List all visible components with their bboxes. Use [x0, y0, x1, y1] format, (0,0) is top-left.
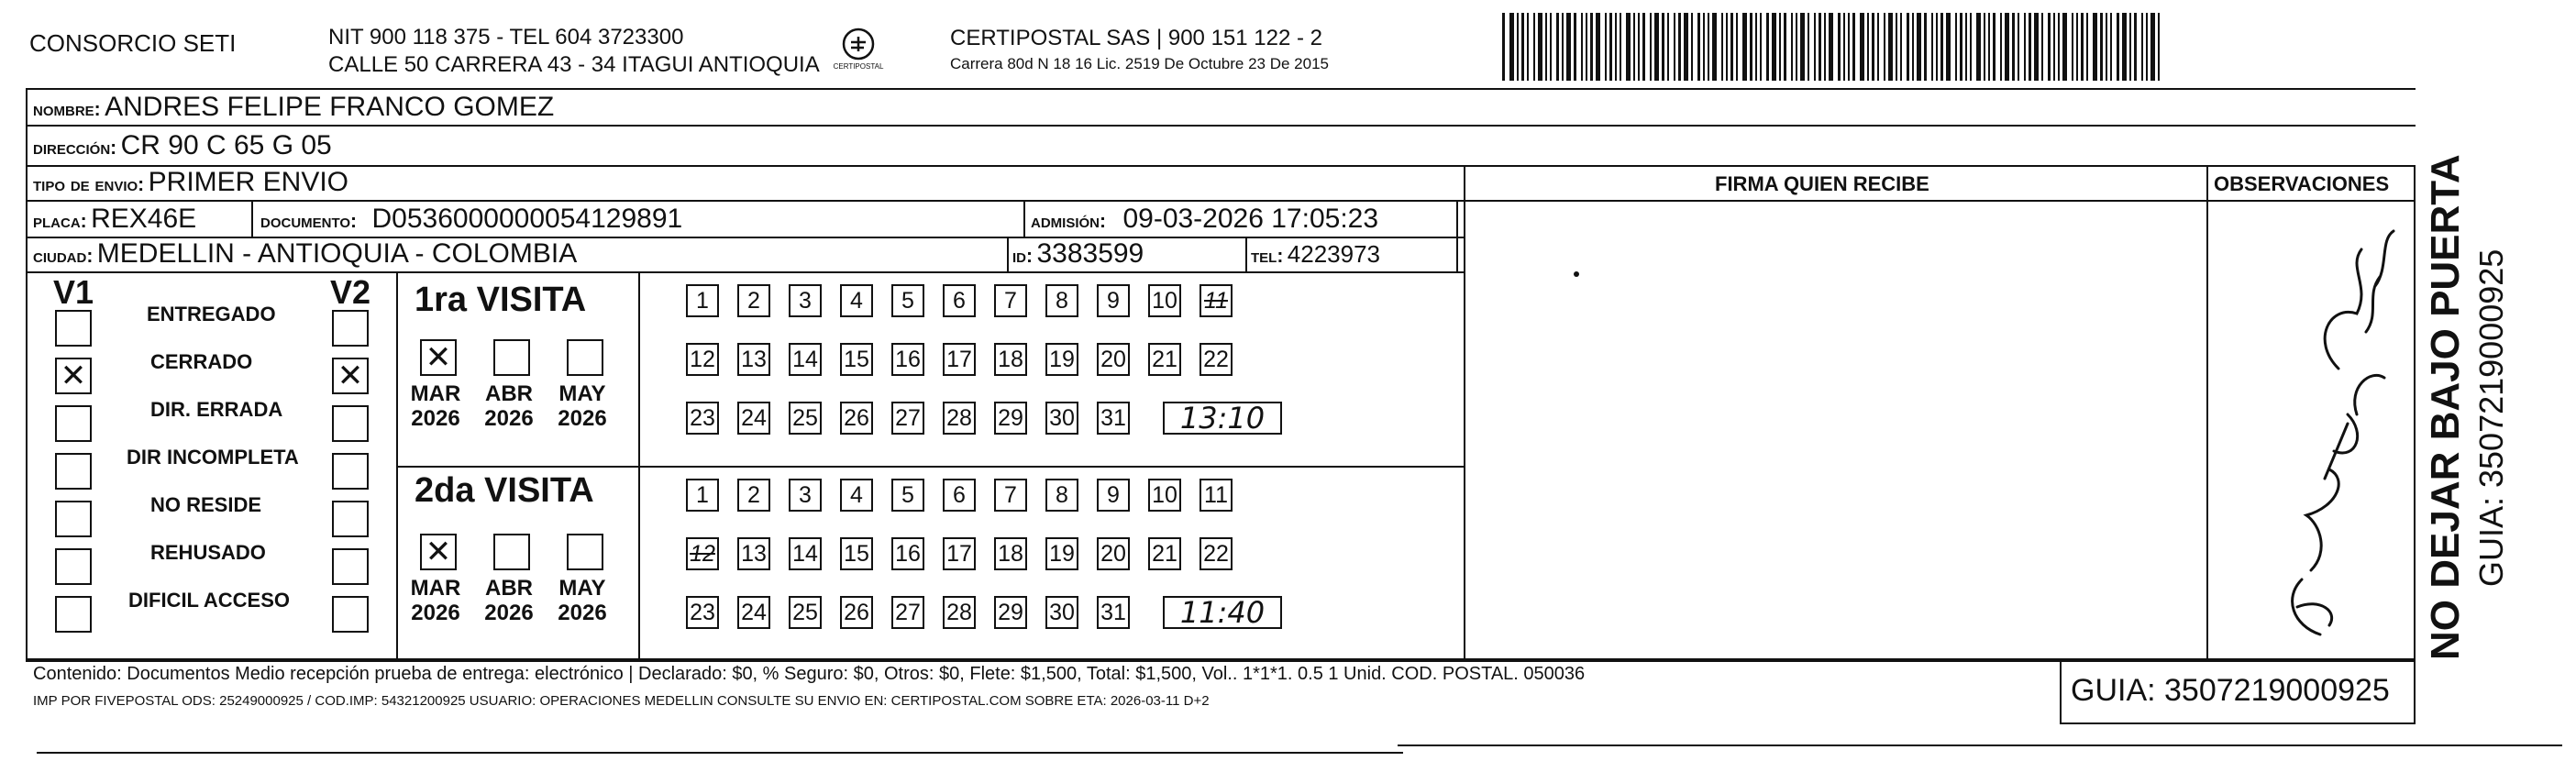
day-box[interactable]: 12 — [686, 343, 719, 376]
barcode-bar — [2134, 13, 2137, 81]
footer-guia: GUIA: 3507219000925 — [2071, 673, 2390, 708]
documento-label: documento: — [260, 211, 358, 232]
barcode-bar — [1502, 13, 1505, 81]
barcode-bar — [1654, 13, 1659, 81]
month-label — [550, 381, 614, 431]
tipo-envio-label: tipo de envio: — [33, 174, 145, 195]
address-line: CALLE 50 CARRERA 43 - 34 ITAGUI ANTIOQUIA — [328, 52, 820, 77]
barcode-bar — [2029, 13, 2031, 81]
v1-checkbox[interactable] — [55, 405, 92, 442]
month-checkbox[interactable] — [493, 339, 530, 376]
admision-row — [1031, 204, 1378, 235]
admision-value: 09-03-2026 17:05:23 — [1122, 204, 1379, 234]
barcode-bar — [1736, 13, 1738, 81]
month-label — [550, 576, 614, 625]
day-box[interactable]: 11 — [1200, 284, 1233, 317]
barcode-bar — [1924, 13, 1927, 81]
day-box[interactable]: 28 — [943, 596, 976, 629]
day-box[interactable]: 14 — [789, 343, 822, 376]
barcode-bar — [1838, 13, 1841, 81]
reason-label: DIR INCOMPLETA — [127, 446, 299, 469]
day-box[interactable]: 21 — [1148, 537, 1181, 570]
v1-checkbox[interactable] — [55, 596, 92, 633]
ciudad-value: MEDELLIN - ANTIOQUIA - COLOMBIA — [96, 238, 578, 269]
tel-label: tel: — [1251, 246, 1284, 267]
barcode-bar — [1574, 13, 1576, 81]
month-label — [477, 381, 541, 431]
barcode-bar — [1984, 13, 1985, 81]
page-edge-right — [1398, 744, 2562, 746]
firma-header: FIRMA QUIEN RECIBE — [1715, 172, 1929, 195]
contenido-line: Contenido: Documentos Medio recepción prueba de entrega: electrónico | Declarado: $0, % Seguro: $0, Otros: $0, Flete: $1,500, Total: $1,500, Vol.. 1*1*1. 0.5 1 Unid. COD. POSTAL. 050036 — [33, 664, 1586, 684]
month-year: 2026 — [484, 601, 534, 625]
day-box[interactable]: 4 — [840, 479, 873, 512]
day-box[interactable]: 19 — [1045, 537, 1078, 570]
nombre-label: nombre: — [33, 99, 101, 120]
barcode-bar — [1721, 13, 1723, 81]
admision-label: admisión: — [1031, 211, 1106, 232]
month-checkbox[interactable] — [493, 534, 530, 570]
day-box[interactable]: 5 — [891, 284, 924, 317]
barcode-bar — [1708, 13, 1709, 81]
imp-line: IMP POR FIVEPOSTAL ODS: 25249000925 / COD.IMP: 54321200925 USUARIO: OPERACIONES MEDELLIN CONSULTE SU ENVIO EN: CERTIPOSTAL.COM SOBRE ETA: 2026-03-11 D+2 — [33, 693, 1210, 709]
barcode-bar — [1620, 13, 1621, 81]
barcode-bar — [1814, 13, 1816, 81]
reasons-divider — [396, 271, 398, 658]
placa-row — [33, 204, 196, 235]
direccion-row — [33, 130, 332, 161]
day-box[interactable]: 16 — [891, 343, 924, 376]
barcode-bar — [1900, 13, 1902, 81]
barcode-bar — [1586, 13, 1587, 81]
side-guia-text: GUIA: 3507219000925 — [2472, 248, 2510, 587]
barcode-bar — [1955, 13, 1957, 81]
time-box[interactable]: 13:10 — [1163, 402, 1282, 435]
barcode-bar — [1843, 13, 1845, 81]
barcode-bar — [1779, 13, 1781, 81]
month-year: 2026 — [558, 601, 607, 625]
barcode-bar — [1946, 13, 1951, 81]
barcode-bar — [1931, 13, 1933, 81]
month-name: ABR — [485, 381, 533, 406]
documento-value: D0536000000054129891 — [371, 204, 683, 234]
v1-checkbox[interactable]: ✕ — [55, 358, 92, 394]
barcode-bar — [1712, 13, 1717, 81]
month-checkbox[interactable]: ✕ — [420, 534, 457, 570]
placa-label: placa: — [33, 211, 87, 232]
barcode-bar — [1609, 13, 1612, 81]
barcode-bar — [1545, 13, 1547, 81]
day-box[interactable]: 31 — [1097, 596, 1130, 629]
day-box[interactable]: 19 — [1045, 343, 1078, 376]
barcode-bar — [1772, 13, 1776, 81]
barcode-bar — [1684, 13, 1688, 81]
day-box[interactable]: 22 — [1200, 537, 1233, 570]
day-box[interactable]: 15 — [840, 343, 873, 376]
ciudad-row — [33, 238, 577, 270]
barcode-bar — [1691, 13, 1693, 81]
barcode-bar — [2146, 13, 2148, 81]
barcode-bar — [2081, 13, 2084, 81]
day-box[interactable]: 17 — [943, 343, 976, 376]
barcode-bar — [2041, 13, 2043, 81]
barcode-bar — [1960, 13, 1962, 81]
barcode-bar — [1988, 13, 1990, 81]
v1-checkbox[interactable] — [55, 310, 92, 347]
month-checkbox[interactable]: ✕ — [420, 339, 457, 376]
day-box[interactable]: 28 — [943, 402, 976, 435]
nombre-row — [33, 92, 554, 123]
day-box[interactable]: 24 — [737, 402, 770, 435]
barcode-bar — [1912, 13, 1914, 81]
barcode-bar — [2072, 13, 2073, 81]
day-box[interactable]: 26 — [840, 596, 873, 629]
tel-value: 4223973 — [1287, 240, 1381, 268]
month-name: MAR — [410, 381, 461, 406]
guia-box-bottom — [2060, 722, 2416, 724]
barcode-bar — [1760, 13, 1762, 81]
barcode-bar — [2000, 13, 2002, 81]
day-box[interactable]: 13 — [737, 343, 770, 376]
barcode-bar — [1976, 13, 1981, 81]
barcode-bar — [1678, 13, 1681, 81]
barcode-bar — [1674, 13, 1675, 81]
tipo-envio-value: PRIMER ENVIO — [148, 167, 349, 197]
day-box[interactable]: 27 — [891, 596, 924, 629]
day-box[interactable]: 18 — [994, 343, 1027, 376]
month-year: 2026 — [484, 406, 534, 431]
day-box[interactable]: 9 — [1097, 479, 1130, 512]
barcode-bar — [1852, 13, 1855, 81]
barcode-bar — [1867, 13, 1869, 81]
month-name: MAY — [558, 576, 606, 601]
direccion-label: dirección: — [33, 138, 117, 159]
nit-line: NIT 900 118 375 - TEL 604 3723300 — [328, 25, 684, 50]
barcode-bar — [1566, 13, 1571, 81]
guia-box-right — [2414, 660, 2416, 724]
row-line-2 — [26, 165, 2416, 167]
day-box[interactable]: 8 — [1045, 284, 1078, 317]
observaciones-signature-icon — [2210, 204, 2412, 653]
barcode-bar — [1784, 13, 1786, 81]
frame-top — [26, 88, 2416, 90]
v1-checkbox[interactable] — [55, 453, 92, 490]
barcode-bar — [1509, 13, 1514, 81]
day-box[interactable]: 1 — [686, 284, 719, 317]
no-dejar-text: NO DEJAR BAJO PUERTA — [2423, 154, 2468, 660]
barcode-bar — [2058, 13, 2060, 81]
reason-label: ENTREGADO — [147, 303, 276, 325]
day-box[interactable]: 15 — [840, 537, 873, 570]
barcode-bar — [1819, 13, 1821, 81]
barcode-bar — [1888, 13, 1893, 81]
day-box[interactable]: 20 — [1097, 537, 1130, 570]
day-box[interactable]: 4 — [840, 284, 873, 317]
frame-left — [26, 88, 28, 662]
placa-value: REX46E — [91, 204, 197, 234]
barcode-bar — [2122, 13, 2127, 81]
month-year: 2026 — [558, 406, 607, 431]
day-box[interactable]: 3 — [789, 479, 822, 512]
month-checkbox[interactable] — [567, 339, 603, 376]
barcode-bar — [1742, 13, 1747, 81]
id-row — [1012, 238, 1144, 270]
day-box[interactable]: 24 — [737, 596, 770, 629]
barcode-bar — [1750, 13, 1752, 81]
barcode-bar — [1896, 13, 1897, 81]
barcode-bar — [2129, 13, 2131, 81]
barcode-bar — [2012, 13, 2015, 81]
v1-checkbox[interactable] — [55, 501, 92, 537]
barcode-bar — [2048, 13, 2051, 81]
reason-label: DIR. ERRADA — [150, 398, 283, 421]
certipostal-block — [950, 26, 1329, 73]
documento-row — [260, 204, 682, 235]
day-box[interactable]: 2 — [737, 479, 770, 512]
barcode-bar — [1590, 13, 1593, 81]
barcode-bar — [1605, 13, 1607, 81]
barcode-bar — [1527, 13, 1529, 81]
barcode-bar — [1791, 13, 1793, 81]
barcode-bar — [1642, 13, 1645, 81]
barcode-bar — [1965, 13, 1967, 81]
month-name: ABR — [485, 576, 533, 601]
day-box[interactable]: 23 — [686, 596, 719, 629]
barcode-bar — [1872, 13, 1874, 81]
barcode-bar — [2076, 13, 2078, 81]
barcode-bar — [1662, 13, 1664, 81]
barcode-bar — [1824, 13, 1826, 81]
barcode-bar — [2005, 13, 2009, 81]
visit-divider — [396, 466, 1464, 468]
day-box[interactable]: 14 — [789, 537, 822, 570]
barcode-bar — [2106, 13, 2107, 81]
barcode-bar — [1796, 13, 1797, 81]
barcode-bar — [2086, 13, 2088, 81]
v2-label: V2 — [330, 273, 371, 311]
certipostal-name: CERTIPOSTAL SAS | 900 151 122 - 2 — [950, 26, 1322, 50]
day-box[interactable]: 25 — [789, 596, 822, 629]
admision-divider — [1023, 200, 1025, 237]
reason-label: CERRADO — [150, 350, 253, 373]
page-edge-left — [37, 752, 1403, 754]
barcode-bar — [1877, 13, 1879, 81]
barcode-bar — [1596, 13, 1600, 81]
day-box[interactable]: 7 — [994, 479, 1027, 512]
barcode-bar — [2150, 13, 2155, 81]
barcode-bar — [1755, 13, 1757, 81]
row-line-1 — [26, 125, 2416, 127]
day-box[interactable]: 2 — [737, 284, 770, 317]
day-box[interactable]: 12 — [686, 537, 719, 570]
day-box[interactable]: 9 — [1097, 284, 1130, 317]
barcode-bar — [1940, 13, 1943, 81]
month-year: 2026 — [411, 601, 460, 625]
v2-checkbox[interactable] — [332, 548, 369, 585]
barcode-bar — [2018, 13, 2019, 81]
barcode-bar — [2158, 13, 2160, 81]
tel-row — [1251, 240, 1380, 269]
placa-divider — [251, 200, 253, 237]
days-divider — [638, 271, 640, 658]
row-line-5 — [26, 271, 1464, 273]
day-box[interactable]: 13 — [737, 537, 770, 570]
barcode-bar — [1860, 13, 1864, 81]
reason-label: DIFICIL ACCESO — [128, 589, 291, 612]
barcode-bar — [2024, 13, 2026, 81]
direccion-value: CR 90 C 65 G 05 — [120, 130, 332, 160]
barcode-bar — [1993, 13, 1996, 81]
barcode-bar — [1800, 13, 1805, 81]
day-box[interactable]: 18 — [994, 537, 1027, 570]
month-checkbox[interactable] — [567, 534, 603, 570]
day-box[interactable]: 29 — [994, 402, 1027, 435]
v1-checkbox[interactable] — [55, 548, 92, 585]
barcode-bar — [1556, 13, 1559, 81]
day-box[interactable]: 27 — [891, 402, 924, 435]
guia-divider — [2062, 658, 2063, 660]
nombre-value: ANDRES FELIPE FRANCO GOMEZ — [105, 92, 555, 122]
day-box[interactable]: 30 — [1045, 596, 1078, 629]
barcode-bar — [1517, 13, 1519, 81]
day-box[interactable]: 23 — [686, 402, 719, 435]
barcode-bar — [1633, 13, 1635, 81]
barcode-bar — [1697, 13, 1700, 81]
barcode-bar — [1615, 13, 1617, 81]
barcode-bar — [1726, 13, 1728, 81]
signature-dot — [1574, 271, 1579, 277]
barcode-bar — [2110, 13, 2112, 81]
id-divider — [1007, 237, 1009, 271]
month-year: 2026 — [411, 406, 460, 431]
company-name: CONSORCIO SETI — [29, 29, 237, 57]
barcode-bar — [1650, 13, 1652, 81]
v1-label: V1 — [53, 273, 94, 311]
admision-right-divider — [1456, 200, 1458, 273]
barcode-bar — [1848, 13, 1850, 81]
day-box[interactable]: 8 — [1045, 479, 1078, 512]
id-label: id: — [1012, 246, 1033, 267]
footer-line — [26, 658, 2416, 660]
day-box[interactable]: 10 — [1148, 284, 1181, 317]
day-box[interactable]: 7 — [994, 284, 1027, 317]
barcode-bar — [1970, 13, 1972, 81]
logo-caption: CERTIPOSTAL — [833, 62, 884, 71]
barcode-bar — [1808, 13, 1809, 81]
month-name: MAY — [558, 381, 606, 406]
day-box[interactable]: 22 — [1200, 343, 1233, 376]
barcode-bar — [2034, 13, 2039, 81]
certipostal-license: Carrera 80d N 18 16 Lic. 2519 De Octubre 23 De 2015 — [950, 55, 1329, 72]
day-box[interactable]: 30 — [1045, 402, 1078, 435]
barcode-bar — [1884, 13, 1885, 81]
day-box[interactable]: 10 — [1148, 479, 1181, 512]
visita2-title: 2da VISITA — [415, 471, 594, 510]
reason-label: REHUSADO — [150, 541, 266, 564]
barcode-bar — [2093, 13, 2097, 81]
row-line-3 — [26, 200, 2416, 202]
barcode-bar — [1538, 13, 1542, 81]
tipo-envio-row — [33, 167, 348, 198]
barcode-bar — [1907, 13, 1909, 81]
reason-label: NO RESIDE — [150, 493, 262, 516]
nit-block — [328, 24, 820, 79]
v2-checkbox[interactable] — [332, 596, 369, 633]
barcode-bar — [2141, 13, 2143, 81]
day-box[interactable]: 26 — [840, 402, 873, 435]
barcode-bar — [1936, 13, 1938, 81]
barcode-bar — [1626, 13, 1631, 81]
time-box[interactable]: 11:40 — [1163, 596, 1282, 629]
barcode-bar — [1667, 13, 1669, 81]
month-label — [404, 576, 468, 625]
month-label — [477, 576, 541, 625]
month-label — [404, 381, 468, 431]
barcode-bar — [1730, 13, 1733, 81]
frame-bottom — [26, 660, 2416, 662]
firma-divider — [1464, 165, 1465, 660]
ciudad-label: ciudad: — [33, 246, 94, 267]
guia-box-left — [2060, 660, 2062, 724]
day-box[interactable]: 31 — [1097, 402, 1130, 435]
barcode-bar — [2053, 13, 2055, 81]
barcode-bar — [2100, 13, 2103, 81]
day-box[interactable]: 6 — [943, 284, 976, 317]
month-name: MAR — [410, 576, 461, 601]
visita1-title: 1ra VISITA — [415, 281, 587, 319]
v2-checkbox[interactable]: ✕ — [332, 358, 369, 394]
observaciones-header: OBSERVACIONES — [2214, 172, 2390, 195]
day-box[interactable]: 29 — [994, 596, 1027, 629]
day-box[interactable]: 25 — [789, 402, 822, 435]
barcode-bar — [1638, 13, 1640, 81]
v2-checkbox[interactable] — [332, 501, 369, 537]
day-box[interactable]: 20 — [1097, 343, 1130, 376]
barcode-bar — [1533, 13, 1535, 81]
certipostal-logo-icon — [833, 26, 884, 73]
day-box[interactable]: 17 — [943, 537, 976, 570]
barcode-bar — [1562, 13, 1564, 81]
barcode-bar — [1917, 13, 1921, 81]
barcode-bar — [1829, 13, 1833, 81]
day-box[interactable]: 5 — [891, 479, 924, 512]
day-box[interactable]: 6 — [943, 479, 976, 512]
v2-checkbox[interactable] — [332, 310, 369, 347]
frame-right — [2414, 165, 2416, 662]
day-box[interactable]: 1 — [686, 479, 719, 512]
v2-checkbox[interactable] — [332, 453, 369, 490]
day-box[interactable]: 16 — [891, 537, 924, 570]
barcode-bar — [1581, 13, 1583, 81]
day-box[interactable]: 21 — [1148, 343, 1181, 376]
barcode-bar — [1550, 13, 1552, 81]
barcode-bar — [1766, 13, 1769, 81]
barcode-bar — [1521, 13, 1524, 81]
day-box[interactable]: 11 — [1200, 479, 1233, 512]
barcode-bar — [2117, 13, 2119, 81]
barcode-icon — [1502, 13, 2162, 81]
day-box[interactable]: 3 — [789, 284, 822, 317]
barcode-bar — [2062, 13, 2067, 81]
v2-checkbox[interactable] — [332, 405, 369, 442]
tel-divider — [1245, 237, 1247, 271]
barcode-bar — [1703, 13, 1705, 81]
id-value: 3383599 — [1036, 238, 1144, 269]
obs-divider — [2206, 165, 2208, 660]
